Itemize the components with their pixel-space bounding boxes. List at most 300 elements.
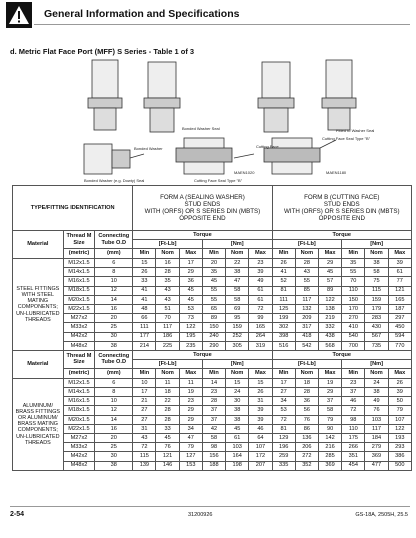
minmax-header: Nom (156, 249, 179, 259)
table-cell: 53 (179, 304, 202, 313)
table-cell: 29 (179, 415, 202, 424)
unit-header: [Nm] (342, 240, 412, 249)
minmax-header: Nom (295, 249, 318, 259)
table-cell: 61 (249, 295, 272, 304)
table-cell: 72 (133, 443, 156, 452)
table-cell: 20 (202, 259, 225, 268)
table-cell: 16 (156, 259, 179, 268)
table-cell: 302 (272, 323, 295, 332)
table-cell: 41 (133, 295, 156, 304)
table-cell: 252 (226, 332, 249, 341)
table-cell: 16 (95, 424, 133, 433)
minmax-header: Max (179, 368, 202, 378)
footer-divider (10, 506, 410, 507)
minmax-header: Min (202, 368, 225, 378)
minmax-header: Min (272, 368, 295, 378)
table-cell: M48x2 (63, 461, 95, 470)
label-cutting-face: Cutting Face (256, 144, 279, 149)
table-cell: 55 (295, 277, 318, 286)
table-cell: 129 (272, 434, 295, 443)
table-cell: 22 (226, 259, 249, 268)
torque-header: Torque (272, 231, 411, 240)
table-row (13, 323, 412, 332)
table-cell: 47 (179, 434, 202, 443)
table-cell: 127 (179, 452, 202, 461)
minmax-header: Min (342, 249, 365, 259)
table-cell: 115 (365, 286, 388, 295)
table-row (13, 415, 412, 424)
table-cell: 319 (249, 341, 272, 350)
table-cell: 53 (272, 406, 295, 415)
table-cell: 47 (226, 277, 249, 286)
table-cell: 37 (202, 406, 225, 415)
table-cell: 14 (95, 295, 133, 304)
table-cell: 27 (272, 388, 295, 397)
warning-triangle-icon (6, 2, 32, 28)
table-cell: 272 (295, 452, 318, 461)
table-cell: 11 (156, 378, 179, 387)
table-row (13, 314, 412, 323)
table-cell: 111 (133, 323, 156, 332)
table-cell: 29 (318, 388, 341, 397)
table-row (13, 277, 412, 286)
table-cell: 28 (156, 268, 179, 277)
table-cell: 6 (95, 259, 133, 268)
tube-header: Connecting Tube O.D (95, 350, 133, 368)
table-cell: 39 (249, 268, 272, 277)
unit-header: [Ft-Lb] (133, 359, 203, 368)
table-cell: 196 (272, 443, 295, 452)
table-cell: 28 (202, 397, 225, 406)
table-cell: 188 (202, 461, 225, 470)
table-cell: 38 (226, 268, 249, 277)
table-cell: 22 (156, 397, 179, 406)
label-cutting-face-seal: Cutting Face Seal Type "B" (194, 178, 243, 183)
table-cell: 28 (295, 259, 318, 268)
table-cell: 199 (272, 314, 295, 323)
table-cell: 264 (249, 332, 272, 341)
table-cell: M22x1.5 (63, 424, 95, 433)
table-cell: 27 (133, 406, 156, 415)
metric-unit: (metric) (63, 368, 95, 378)
table-cell: 332 (318, 323, 341, 332)
table-cell: 79 (388, 406, 411, 415)
table-cell: 36 (179, 277, 202, 286)
table-cell: 369 (318, 461, 341, 470)
table-cell: 19 (318, 378, 341, 387)
table-cell: 107 (388, 415, 411, 424)
table-cell: 52 (272, 277, 295, 286)
figure-code-2: MAEN1180 (326, 170, 347, 175)
table-cell: 187 (388, 304, 411, 313)
table-cell: 37 (342, 388, 365, 397)
table-cell: 107 (249, 443, 272, 452)
table-cell: 8 (95, 268, 133, 277)
table-cell: 225 (156, 341, 179, 350)
table-cell: 142 (318, 434, 341, 443)
minmax-header: Min (133, 368, 156, 378)
table-cell: M14x1.5 (63, 388, 95, 397)
table-cell: 14 (202, 378, 225, 387)
table-cell: 38 (95, 461, 133, 470)
table-cell: 297 (388, 314, 411, 323)
table-cell: 184 (365, 434, 388, 443)
table-cell: 90 (318, 424, 341, 433)
table-cell: 36 (295, 397, 318, 406)
table-cell: 165 (388, 295, 411, 304)
material-header: Material (13, 231, 64, 259)
table-cell: 122 (179, 323, 202, 332)
table-cell: 26 (249, 388, 272, 397)
table-cell: 81 (272, 286, 295, 295)
minmax-header: Max (318, 249, 341, 259)
table-cell: 10 (95, 277, 133, 286)
table-cell: 95 (226, 314, 249, 323)
table-cell: 477 (365, 461, 388, 470)
table-cell: M16x1.5 (63, 397, 95, 406)
tube-header: Connecting Tube O.D (95, 231, 133, 249)
table-cell: 79 (318, 415, 341, 424)
table-cell: 45 (179, 286, 202, 295)
table-row (13, 259, 412, 268)
table-cell: 117 (365, 424, 388, 433)
table-cell: 21 (133, 397, 156, 406)
table-cell: 30 (226, 397, 249, 406)
table-cell: 20 (95, 314, 133, 323)
table-row (13, 443, 412, 452)
table-cell: 454 (342, 461, 365, 470)
table-cell: 33 (156, 424, 179, 433)
table-cell: 23 (202, 388, 225, 397)
table-cell: 76 (365, 406, 388, 415)
table-cell: 34 (179, 424, 202, 433)
table-cell: 216 (318, 443, 341, 452)
table-cell: M18x1.5 (63, 286, 95, 295)
minmax-header: Max (249, 368, 272, 378)
metric-unit: (metric) (63, 249, 95, 259)
table-cell: 17 (133, 388, 156, 397)
page-number: 2-54 (10, 511, 25, 518)
table-cell: 26 (388, 378, 411, 387)
table-cell: 76 (295, 415, 318, 424)
label-bonded-washer: Bonded Washer (134, 146, 163, 151)
table-cell: M42x2 (63, 452, 95, 461)
table-cell: 35 (202, 268, 225, 277)
table-cell: 58 (365, 268, 388, 277)
material-cell: ALUMINUM/ BRASS FITTINGS OR ALUMINUM/ BRASS MATING COMPONENTS; UN-LUBRICATED THREADS (13, 378, 64, 470)
minmax-header: Nom (156, 368, 179, 378)
table-row (13, 397, 412, 406)
table-cell: 24 (226, 388, 249, 397)
mm-unit: (mm) (95, 368, 133, 378)
header-divider (34, 24, 410, 25)
table-cell: 46 (342, 397, 365, 406)
table-cell: 29 (318, 259, 341, 268)
table-cell: 770 (388, 341, 411, 350)
table-cell: 42 (202, 424, 225, 433)
table-cell: 18 (295, 378, 318, 387)
table-cell: 450 (388, 323, 411, 332)
table-cell: 39 (249, 406, 272, 415)
form-b-header: FORM B (CUTTING FACE) STUD ENDS WITH (ORFS) OR S SERIES DIN (MBTS) OPPOSITE END (272, 186, 411, 231)
table-cell: 150 (342, 295, 365, 304)
table-cell: 58 (202, 434, 225, 443)
table-cell: 49 (249, 277, 272, 286)
table-cell: 61 (226, 434, 249, 443)
table-cell: 305 (226, 341, 249, 350)
table-cell: 293 (388, 443, 411, 452)
table-row (13, 286, 412, 295)
table-cell: 18 (156, 388, 179, 397)
table-row (13, 304, 412, 313)
table-cell: 50 (388, 397, 411, 406)
document-number: 31200926 (188, 512, 213, 518)
page-header-title: General Information and Specifications (44, 8, 240, 20)
table-cell: 290 (202, 341, 225, 350)
table-cell: 6 (95, 378, 133, 387)
fitting-diagram (64, 58, 376, 186)
table-cell: 33 (133, 277, 156, 286)
table-cell: 121 (156, 452, 179, 461)
table-cell: 49 (365, 397, 388, 406)
thread-header: Thread M Size (63, 350, 95, 368)
table-cell: 594 (388, 332, 411, 341)
table-row (13, 295, 412, 304)
minmax-header: Max (388, 368, 411, 378)
table-cell: 20 (95, 434, 133, 443)
minmax-header: Nom (365, 368, 388, 378)
table-cell: 24 (365, 378, 388, 387)
table-cell: 61 (249, 286, 272, 295)
table-cell: 410 (342, 323, 365, 332)
table-cell: 285 (318, 452, 341, 461)
table-cell: 85 (295, 286, 318, 295)
table-cell: M18x1.5 (63, 406, 95, 415)
table-cell: 72 (249, 304, 272, 313)
table-cell: 164 (226, 452, 249, 461)
minmax-header: Nom (226, 368, 249, 378)
minmax-header: Max (318, 368, 341, 378)
form-a-header: FORM A (SEALING WASHER) STUD ENDS WITH (ORFS) OR S SERIES DIN (MBTS) OPPOSITE END (133, 186, 272, 231)
table-cell: 38 (365, 259, 388, 268)
table-cell: 386 (388, 452, 411, 461)
minmax-header: Min (202, 249, 225, 259)
table-cell: 35 (342, 259, 365, 268)
table-cell: 150 (202, 323, 225, 332)
table-cell: 17 (272, 378, 295, 387)
table-cell: 27 (133, 415, 156, 424)
torque-table (12, 185, 412, 471)
table-cell: 179 (365, 304, 388, 313)
table-cell: M16x1.5 (63, 277, 95, 286)
table-cell: 28 (295, 388, 318, 397)
table-cell: 34 (272, 397, 295, 406)
table-cell: 8 (95, 388, 133, 397)
unit-header: [Nm] (202, 359, 272, 368)
unit-header: [Ft-Lb] (272, 240, 342, 249)
table-cell: 75 (365, 277, 388, 286)
table-cell: 700 (342, 341, 365, 350)
table-cell: M20x1.5 (63, 295, 95, 304)
table-cell: 153 (179, 461, 202, 470)
table-cell: 17 (179, 259, 202, 268)
table-cell: 23 (179, 397, 202, 406)
table-cell: 81 (272, 424, 295, 433)
table-cell: 193 (388, 434, 411, 443)
table-cell: 45 (318, 268, 341, 277)
table-cell: 139 (133, 461, 156, 470)
table-cell: 25 (95, 323, 133, 332)
table-cell: 206 (295, 443, 318, 452)
table-cell: 73 (179, 314, 202, 323)
table-cell: 418 (295, 332, 318, 341)
table-cell: 438 (318, 332, 341, 341)
type-fitting-header: TYPE/FITTING IDENTIFICATION (13, 186, 133, 231)
table-cell: 132 (295, 304, 318, 313)
table-row (13, 388, 412, 397)
table-cell: 430 (365, 323, 388, 332)
table-cell: 37 (202, 415, 225, 424)
table-cell: 122 (388, 424, 411, 433)
table-cell: 14 (95, 415, 133, 424)
table-cell: 19 (179, 388, 202, 397)
table-cell: 516 (272, 341, 295, 350)
table-cell: 37 (318, 397, 341, 406)
table-cell: M22x1.5 (63, 304, 95, 313)
table-cell: 55 (342, 268, 365, 277)
table-cell: 66 (133, 314, 156, 323)
table-cell: 170 (342, 304, 365, 313)
table-cell: M27x2 (63, 314, 95, 323)
table-cell: 279 (365, 443, 388, 452)
table-cell: 568 (318, 341, 341, 350)
page-header (0, 0, 416, 30)
table-cell: 110 (342, 286, 365, 295)
table-cell: 117 (156, 323, 179, 332)
table-cell: 35 (156, 277, 179, 286)
table-cell: 110 (342, 424, 365, 433)
unit-header: [Ft-Lb] (133, 240, 203, 249)
table-cell: 15 (133, 259, 156, 268)
table-cell: 58 (226, 286, 249, 295)
table-cell: 235 (179, 341, 202, 350)
table-cell: 39 (388, 259, 411, 268)
material-cell: STEEL FITTINGS WITH STEEL MATING COMPONENTS; UN-LUBRICATED THREADS (13, 259, 64, 351)
table-cell: 70 (342, 277, 365, 286)
label-cutting-face-type: Cutting Face Seal Type "B" (322, 136, 371, 141)
table-cell: 72 (272, 415, 295, 424)
torque-header: Torque (133, 231, 272, 240)
table-cell: 121 (388, 286, 411, 295)
table-cell: 65 (202, 304, 225, 313)
table-cell: 111 (272, 295, 295, 304)
table-cell: 103 (226, 443, 249, 452)
table-cell: M14x1.5 (63, 268, 95, 277)
table-cell: 29 (179, 406, 202, 415)
table-cell: 38 (226, 415, 249, 424)
table-cell: 214 (133, 341, 156, 350)
table-cell: 122 (318, 295, 341, 304)
table-cell: 51 (156, 304, 179, 313)
table-cell: 61 (388, 268, 411, 277)
table-cell: 89 (318, 286, 341, 295)
table-row (13, 341, 412, 350)
table-cell: 70 (156, 314, 179, 323)
table-cell: 159 (365, 295, 388, 304)
table-cell: 43 (133, 434, 156, 443)
table-cell: 352 (295, 461, 318, 470)
table-cell: 146 (156, 461, 179, 470)
table-cell: 45 (156, 434, 179, 443)
table-cell: 125 (272, 304, 295, 313)
table-cell: 351 (342, 452, 365, 461)
table-cell: 369 (365, 452, 388, 461)
table-cell: 72 (342, 406, 365, 415)
table-cell: 31 (133, 424, 156, 433)
table-cell: 45 (226, 424, 249, 433)
table-cell: 177 (133, 332, 156, 341)
model-list: GS-18A, 2505H, 25.5 (355, 512, 408, 518)
table-row (13, 378, 412, 387)
table-cell: 99 (249, 314, 272, 323)
table-cell: 103 (365, 415, 388, 424)
minmax-header: Min (133, 249, 156, 259)
table-cell: 39 (249, 415, 272, 424)
label-bonded-washer-eg: Bonded Washer (e.g. Dowty) Seal (84, 178, 145, 183)
table-cell: 58 (226, 295, 249, 304)
minmax-header: Max (249, 249, 272, 259)
table-row (13, 434, 412, 443)
table-cell: 23 (249, 259, 272, 268)
table-cell: 195 (179, 332, 202, 341)
table-cell: 26 (272, 259, 295, 268)
unit-header: [Nm] (202, 240, 272, 249)
table-cell: 12 (95, 406, 133, 415)
figure-code-1: MAEN1020 (234, 170, 255, 175)
table-cell: 58 (318, 406, 341, 415)
table-cell: 89 (202, 314, 225, 323)
table-cell: 283 (365, 314, 388, 323)
table-cell: 64 (249, 434, 272, 443)
table-cell: 398 (272, 332, 295, 341)
minmax-header: Min (272, 249, 295, 259)
minmax-header: Nom (295, 368, 318, 378)
table-cell: 15 (249, 378, 272, 387)
table-cell: 165 (249, 323, 272, 332)
table-cell: 38 (365, 388, 388, 397)
table-cell: M42x2 (63, 332, 95, 341)
unit-header: [Nm] (342, 359, 412, 368)
table-cell: 98 (342, 415, 365, 424)
table-cell: 335 (272, 461, 295, 470)
table-cell: 16 (95, 304, 133, 313)
minmax-header: Nom (226, 249, 249, 259)
table-cell: 270 (342, 314, 365, 323)
table-cell: 56 (295, 406, 318, 415)
table-cell: 41 (133, 286, 156, 295)
table-cell: 45 (179, 295, 202, 304)
table-cell: M48x2 (63, 341, 95, 350)
minmax-header: Nom (365, 249, 388, 259)
table-cell: 31 (249, 397, 272, 406)
table-cell: 117 (295, 295, 318, 304)
table-cell: 46 (249, 424, 272, 433)
table-cell: 159 (226, 323, 249, 332)
table-cell: 115 (133, 452, 156, 461)
table-cell: 48 (133, 304, 156, 313)
table-cell: 39 (388, 388, 411, 397)
table-cell: 317 (295, 323, 318, 332)
